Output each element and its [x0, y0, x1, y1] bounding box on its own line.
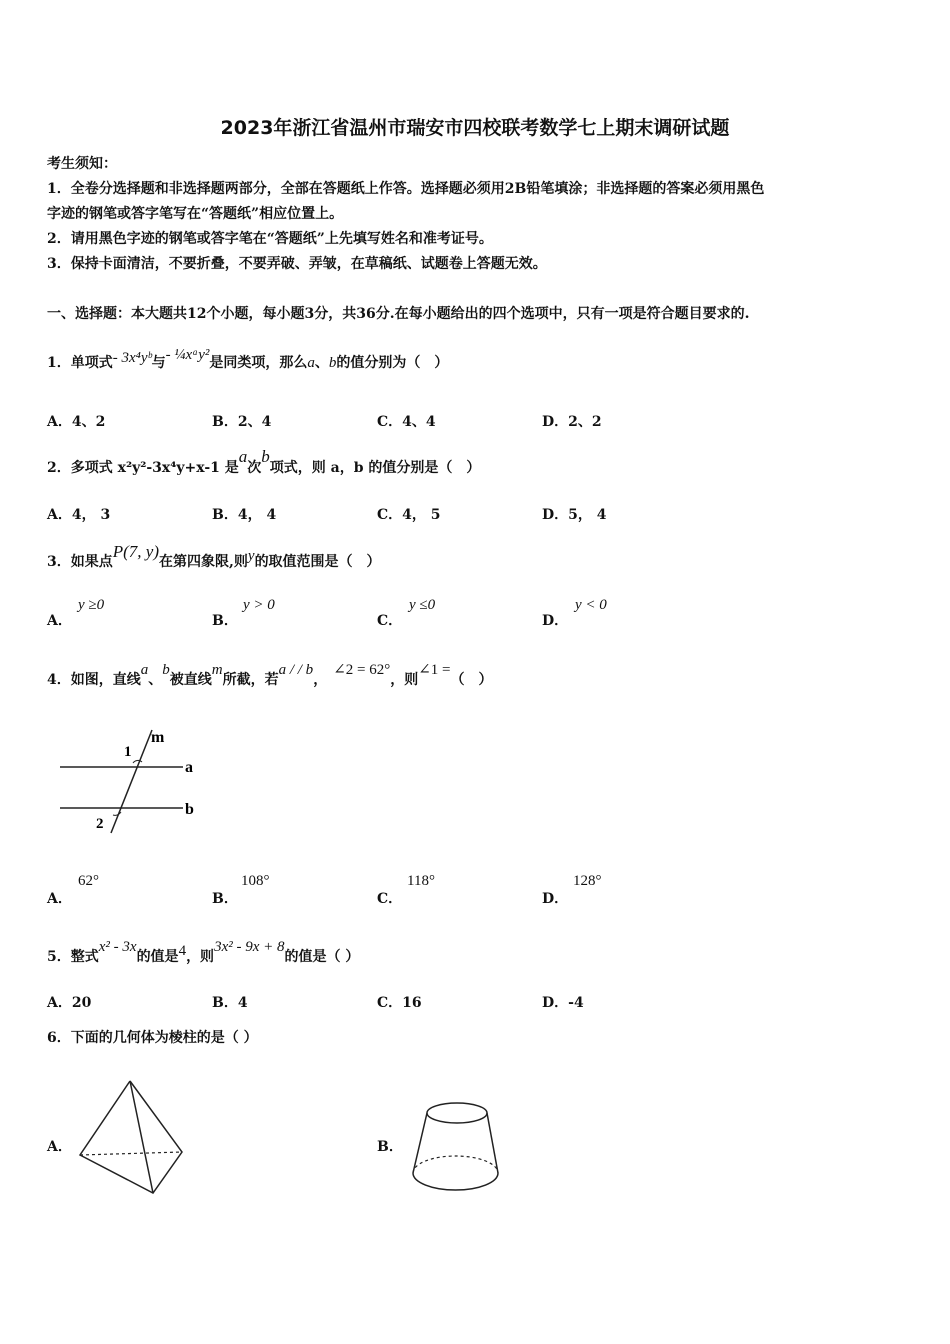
q5-option-d[interactable] — [542, 992, 584, 1012]
q1-sep: 、 — [314, 355, 329, 371]
q1-option-d-text: 2、2 — [568, 414, 602, 430]
q3-option-c-text: y ≤0 — [409, 597, 436, 613]
frustum-bottom-back — [413, 1156, 498, 1173]
question-6: 6．下面的几何体为棱柱的是（ ） — [47, 1030, 258, 1046]
q4-option-b-label: B． — [212, 891, 238, 907]
q2-option-a-text: 4， 3 — [71, 507, 111, 523]
q2-option-c-text: 4， 5 — [402, 507, 441, 523]
q1-suffix: 是同类项，那么 — [209, 355, 308, 371]
q4-mid1: 被直线 — [169, 672, 212, 688]
q4-var-a: a — [140, 662, 149, 678]
q5-value: 4 — [178, 943, 187, 959]
q6-option-b-label: B． — [377, 1139, 403, 1155]
q5-expr1: x² - 3x — [98, 939, 137, 955]
q2-option-b-label: B． — [212, 507, 238, 523]
q4-angle1: ∠1 = — [418, 662, 451, 678]
q2-mid: 次 — [247, 460, 262, 476]
tetra-outline — [80, 1081, 182, 1193]
question-4 — [47, 662, 493, 689]
notice-line1b: 字迹的钢笔或答字笔写在“答题纸”相应位置上。 — [47, 206, 344, 222]
q6-option-b[interactable] — [377, 1136, 403, 1156]
q1-prefix: 1．单项式 — [47, 355, 113, 371]
q5-expr2: 3x² - 9x + 8 — [214, 939, 285, 955]
q2-var-b: b — [261, 447, 270, 466]
q2-prefix: 2．多项式 x²y²-3x⁴y+x-1 是 — [47, 460, 239, 476]
q4-option-a-label: A． — [47, 891, 72, 907]
frustum-left-edge — [413, 1113, 427, 1173]
q6-option-a-label: A． — [47, 1139, 72, 1155]
question-5 — [47, 939, 360, 966]
q5-end: 的值是（ ） — [284, 949, 360, 965]
q1-monomial-2: - ¼xᵃy² — [165, 347, 210, 363]
q4-mid2: 所截，若 — [222, 672, 279, 688]
q3-option-c[interactable] — [377, 610, 402, 630]
frustum-top — [427, 1103, 487, 1123]
q3-option-d-label: D． — [542, 613, 569, 629]
q3-option-c-label: C． — [377, 613, 403, 629]
q2-option-b[interactable] — [212, 504, 276, 524]
q5-option-b[interactable] — [212, 992, 248, 1012]
q3-var-y: y — [247, 548, 255, 564]
q1-option-c[interactable] — [377, 411, 436, 431]
q2-option-d-label: D． — [542, 507, 569, 523]
q4-option-b-text: 108° — [241, 873, 270, 889]
q2-option-d[interactable] — [542, 504, 607, 524]
q4-figure — [55, 720, 215, 840]
frustum-bottom-front — [413, 1173, 498, 1190]
q1-option-a[interactable] — [47, 411, 105, 431]
q3-option-d[interactable] — [542, 610, 568, 630]
q3-prefix: 3．如果点 — [47, 554, 113, 570]
q4-var-m: m — [211, 662, 223, 678]
q4-parallel: a / / b — [278, 662, 314, 678]
q4-mid3: ，则 — [390, 672, 419, 688]
q3-option-b[interactable] — [212, 610, 238, 630]
q2-option-d-text: 5， 4 — [568, 507, 607, 523]
q4-fig-label-a: a — [185, 759, 193, 776]
q4-option-d-label: D． — [542, 891, 569, 907]
q4-angle2: ∠2 = 62° — [333, 662, 391, 678]
q3-end: 的取值范围是（ ） — [254, 554, 381, 570]
q1-mid: 与 — [151, 355, 166, 371]
q3-option-d-text: y < 0 — [575, 597, 607, 613]
q4-comma: ， — [313, 672, 328, 688]
q5-option-c[interactable] — [377, 992, 422, 1012]
q4-option-a-text: 62° — [78, 873, 99, 889]
q4-var-b: b — [162, 662, 170, 678]
q4-option-b[interactable] — [212, 888, 238, 908]
section-heading: 一、选择题：本大题共12个小题，每小题3分，共36分.在每小题给出的四个选项中，只有一项是符合题目要求的. — [47, 306, 750, 322]
q5-option-b-label: B． — [212, 995, 238, 1011]
q5-prefix: 5．整式 — [47, 949, 99, 965]
question-2 — [47, 447, 481, 477]
question-3 — [47, 542, 381, 571]
q3-point: P(7, y) — [112, 542, 160, 561]
notice-heading: 考生须知： — [47, 156, 117, 172]
q1-option-b-label: B． — [212, 414, 238, 430]
q2-option-a-label: A． — [47, 507, 72, 523]
q4-fig-label-1: 1 — [124, 744, 132, 760]
q6-option-a-tetrahedron — [75, 1075, 187, 1200]
q1-end: 的值分别为（ ） — [336, 355, 449, 371]
q5-option-a-label: A． — [47, 995, 72, 1011]
q4-option-d-text: 128° — [573, 873, 602, 889]
q1-option-c-text: 4、4 — [402, 414, 436, 430]
q3-option-a[interactable] — [47, 610, 72, 630]
q5-mid2: ，则 — [186, 949, 215, 965]
q3-option-a-label: A． — [47, 613, 72, 629]
question-1 — [47, 347, 449, 372]
q4-option-a[interactable] — [47, 888, 72, 908]
q2-option-b-text: 4， 4 — [237, 507, 277, 523]
q5-option-a-text: 20 — [71, 995, 92, 1011]
q4-option-c[interactable] — [377, 888, 402, 908]
q1-var-b: b — [328, 355, 337, 371]
q1-option-a-text: 4、2 — [71, 414, 106, 430]
q1-option-b-text: 2、4 — [237, 414, 272, 430]
notice-line1a: 1．全卷分选择题和非选择题两部分，全部在答题纸上作答。选择题必须用2B铅笔填涂；非选择题的答案必须用黑色 — [47, 181, 765, 197]
q3-option-b-label: B． — [212, 613, 238, 629]
q3-option-a-text: y ≥0 — [78, 597, 105, 613]
q2-option-c-label: C． — [377, 507, 403, 523]
q5-option-d-text: -4 — [568, 995, 584, 1011]
angle-1-arc — [133, 760, 142, 763]
q4-fig-label-b: b — [185, 801, 194, 818]
q5-option-b-text: 4 — [237, 995, 248, 1011]
q4-option-d[interactable] — [542, 888, 568, 908]
q1-option-b[interactable] — [212, 411, 271, 431]
q4-option-c-label: C． — [377, 891, 403, 907]
tetra-hidden-edge — [80, 1152, 182, 1155]
q4-fig-label-m: m — [151, 729, 165, 746]
q1-option-d[interactable] — [542, 411, 602, 431]
q6-option-a[interactable] — [47, 1136, 72, 1156]
line-m — [111, 730, 152, 833]
q4-prefix: 4．如图，直线 — [47, 672, 141, 688]
q2-option-c[interactable] — [377, 504, 441, 524]
q1-option-a-label: A． — [47, 414, 72, 430]
q5-option-d-label: D． — [542, 995, 569, 1011]
q1-var-a: a — [307, 355, 315, 371]
q1-option-c-label: C． — [377, 414, 403, 430]
notice-line3: 3．保持卡面清洁，不要折叠，不要弄破、弄皱，在草稿纸、试题卷上答题无效。 — [47, 256, 547, 272]
notice-line2: 2．请用黑色字迹的钢笔或答字笔在“答题纸”上先填写姓名和准考证号。 — [47, 231, 493, 247]
q1-monomial-1: - 3x⁴yᵇ — [112, 350, 152, 366]
q5-option-a[interactable] — [47, 992, 91, 1012]
q2-option-a[interactable] — [47, 504, 110, 524]
q5-mid1: 的值是 — [136, 949, 179, 965]
q5-option-c-label: C． — [377, 995, 403, 1011]
q4-sep: 、 — [148, 672, 163, 688]
q4-option-c-text: 118° — [407, 873, 435, 889]
q6-option-b-frustum — [405, 1095, 505, 1200]
q3-option-b-text: y > 0 — [243, 597, 275, 613]
q1-option-d-label: D． — [542, 414, 569, 430]
q2-end: 项式，则 a，b 的值分别是（ ） — [269, 460, 481, 476]
page-title: 2023年浙江省温州市瑞安市四校联考数学七上期末调研试题 — [220, 117, 730, 139]
q3-mid: 在第四象限,则 — [159, 554, 248, 570]
q4-end: （ ） — [450, 672, 493, 688]
q2-var-a: a — [238, 447, 248, 466]
q4-fig-label-2: 2 — [96, 816, 104, 832]
q5-option-c-text: 16 — [402, 995, 422, 1011]
